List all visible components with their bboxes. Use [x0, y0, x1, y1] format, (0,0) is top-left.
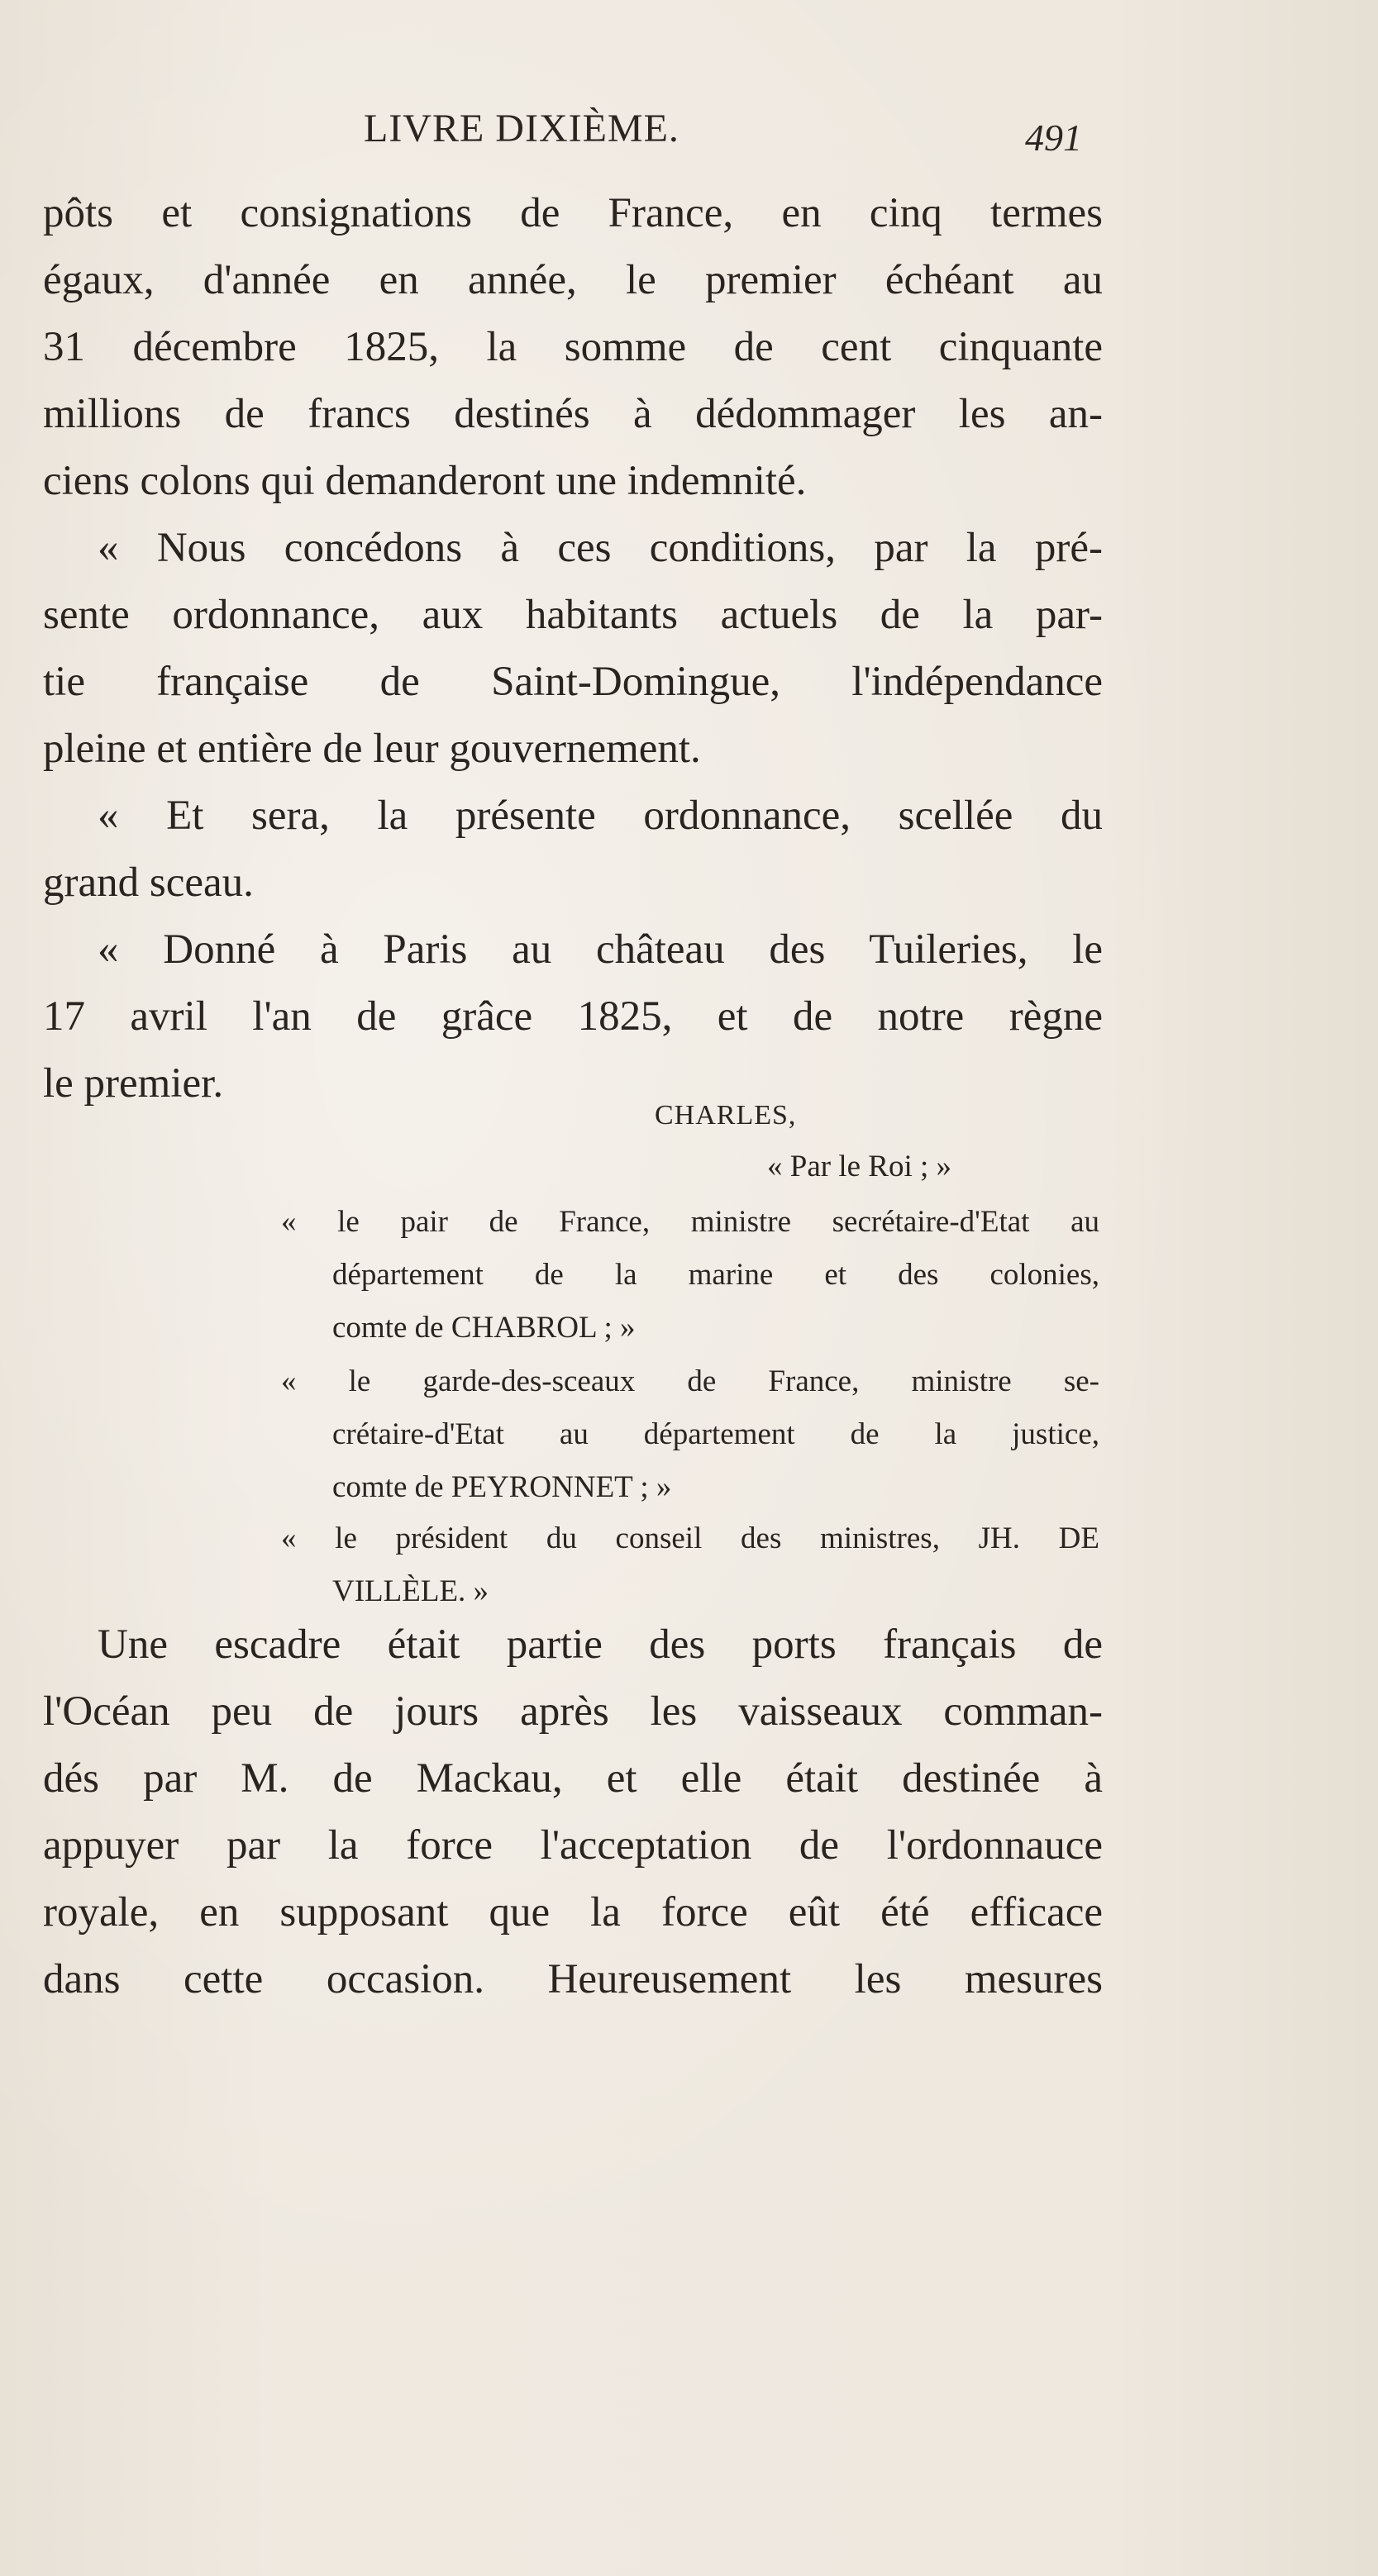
text-line: le premier.: [43, 1060, 224, 1107]
ordinance-text: [43, 180, 1103, 1117]
minister-peyronnet: [281, 1355, 1099, 1514]
text-line: département de la marine et des colonies,: [332, 1258, 1099, 1292]
signer-name: CHARLES,: [655, 1100, 797, 1131]
text-line: 31 décembre 1825, la somme de cent cinquante: [43, 324, 1103, 370]
text-line: Une escadre était partie des ports français de: [98, 1621, 1103, 1668]
text-line: « Nous concédons à ces conditions, par la pré-: [98, 525, 1103, 571]
text-line: « Et sera, la présente ordonnance, scellée du: [98, 793, 1103, 839]
text-line: sente ordonnance, aux habitants actuels de la par-: [43, 592, 1103, 638]
text-line: dés par M. de Mackau, et elle était destinée à: [43, 1755, 1103, 1802]
running-title: LIVRE DIXIÈME.: [364, 107, 679, 150]
text-line: VILLÈLE. »: [332, 1574, 489, 1608]
text-line: crétaire-d'Etat au département de la justice,: [332, 1417, 1099, 1451]
text-line: 17 avril l'an de grâce 1825, et de notre règne: [43, 993, 1103, 1040]
text-line: millions de francs destinés à dédommager les an-: [43, 391, 1103, 437]
text-line: « le pair de France, ministre secrétaire-d'Etat au: [281, 1205, 1099, 1239]
text-line: pleine et entière de leur gouvernement.: [43, 726, 701, 772]
text-line: ciens colons qui demanderont une indemnité.: [43, 458, 807, 504]
text-line: tie française de Saint-Domingue, l'indépendance: [43, 659, 1103, 705]
text-line: dans cette occasion. Heureusement les mesures: [43, 1956, 1103, 2002]
text-line: comte de CHABROL ; »: [332, 1311, 636, 1345]
minister-chabrol: [281, 1196, 1099, 1355]
par-le-roi: « Par le Roi ; »: [767, 1150, 952, 1183]
text-line: appuyer par la force l'acceptation de l'ordonnauce: [43, 1822, 1103, 1869]
minister-villele: [281, 1512, 1099, 1618]
text-line: « le président du conseil des ministres, JH. DE: [281, 1521, 1099, 1555]
running-head: [0, 98, 1378, 159]
text-line: grand sceau.: [43, 859, 254, 906]
text-line: « le garde-des-sceaux de France, ministre se-: [281, 1364, 1099, 1398]
text-line: égaux, d'année en année, le premier échéant au: [43, 257, 1103, 303]
page-number: 491: [1025, 117, 1082, 159]
narrative-paragraph: [43, 1612, 1103, 2013]
text-line: comte de PEYRONNET ; »: [332, 1470, 672, 1504]
text-line: royale, en supposant que la force eût été efficace: [43, 1889, 1103, 1936]
text-line: « Donné à Paris au château des Tuileries, le: [98, 926, 1103, 973]
text-line: pôts et consignations de France, en cinq termes: [43, 190, 1103, 236]
text-line: l'Océan peu de jours après les vaisseaux comman-: [43, 1688, 1103, 1735]
